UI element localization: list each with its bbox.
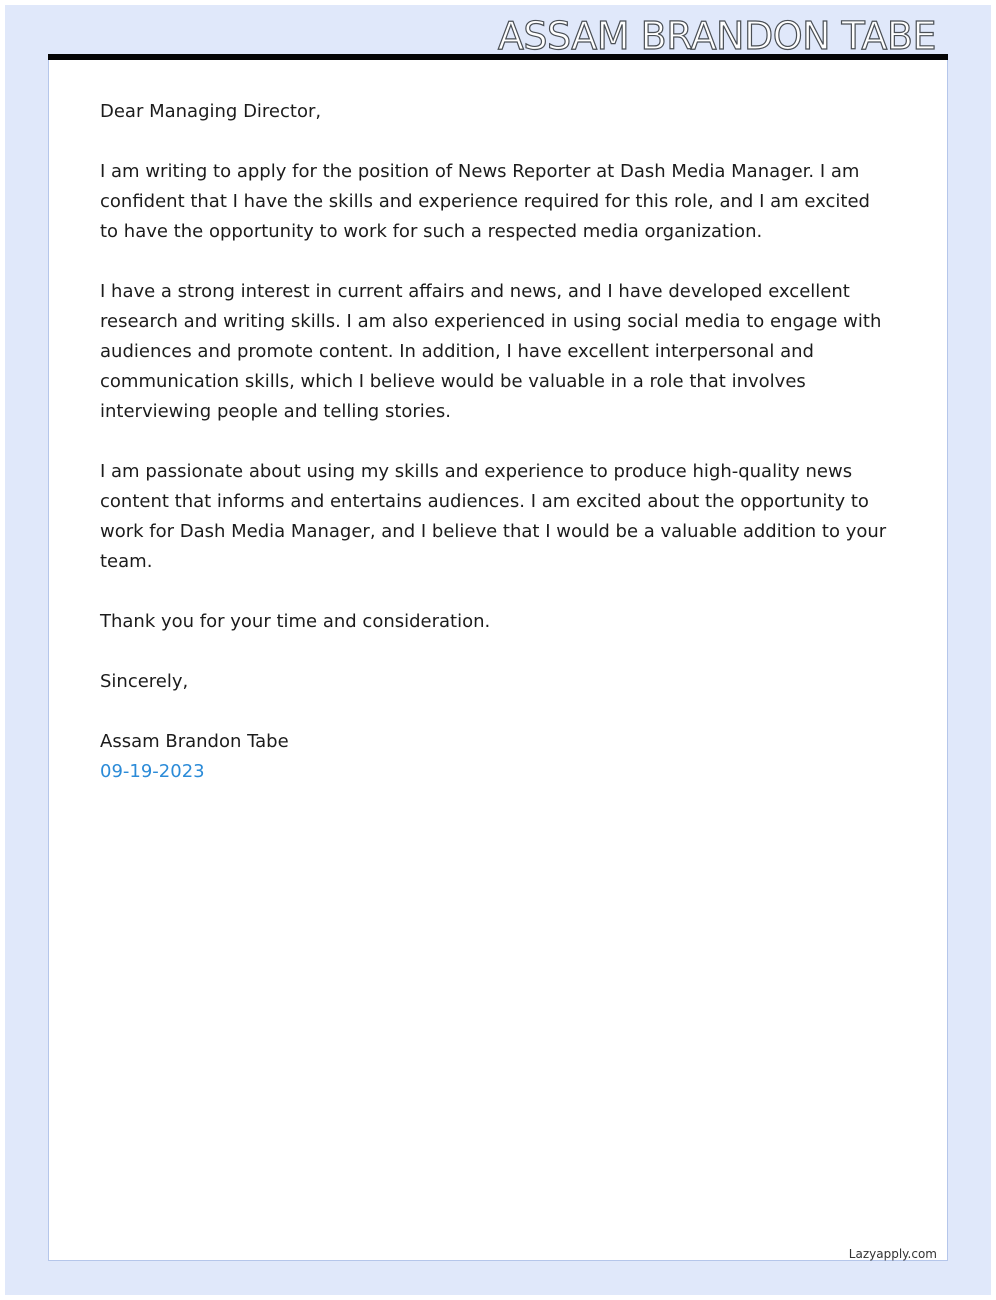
body-paragraph-1: I am writing to apply for the position of News Reporter at Dash Media Manager. I am confident that I have the skills and experience required for this role, and I am excited to have the opportunity to work for such a respected media organization. (100, 161, 870, 242)
letter-body (100, 97, 890, 817)
body-paragraph-3: I am passionate about using my skills and experience to produce high-quality news content that informs and entertains audiences. I am excited about the opportunity to work for Dash Media Manager, and I believe that I would be a valuable addition to your team. (100, 461, 887, 572)
footer-watermark: Lazyapply.com (848, 1247, 937, 1261)
applicant-name-heading: ASSAM BRANDON TABE (497, 14, 936, 58)
body-paragraph-2: I have a strong interest in current affairs and news, and I have developed excellent research and writing skills. I am also experienced in using social media to engage with audiences and promote content. In addition, I have excellent interpersonal and communication skills, which I believe would be valuable in a role that involves interviewing people and telling stories. (100, 281, 882, 422)
letter-date: 09-19-2023 (100, 761, 205, 782)
signature-name: Assam Brandon Tabe (100, 731, 289, 752)
salutation: Dear Managing Director, (100, 101, 322, 122)
closing: Sincerely, (100, 671, 189, 692)
thanks-line: Thank you for your time and consideration. (100, 611, 491, 632)
